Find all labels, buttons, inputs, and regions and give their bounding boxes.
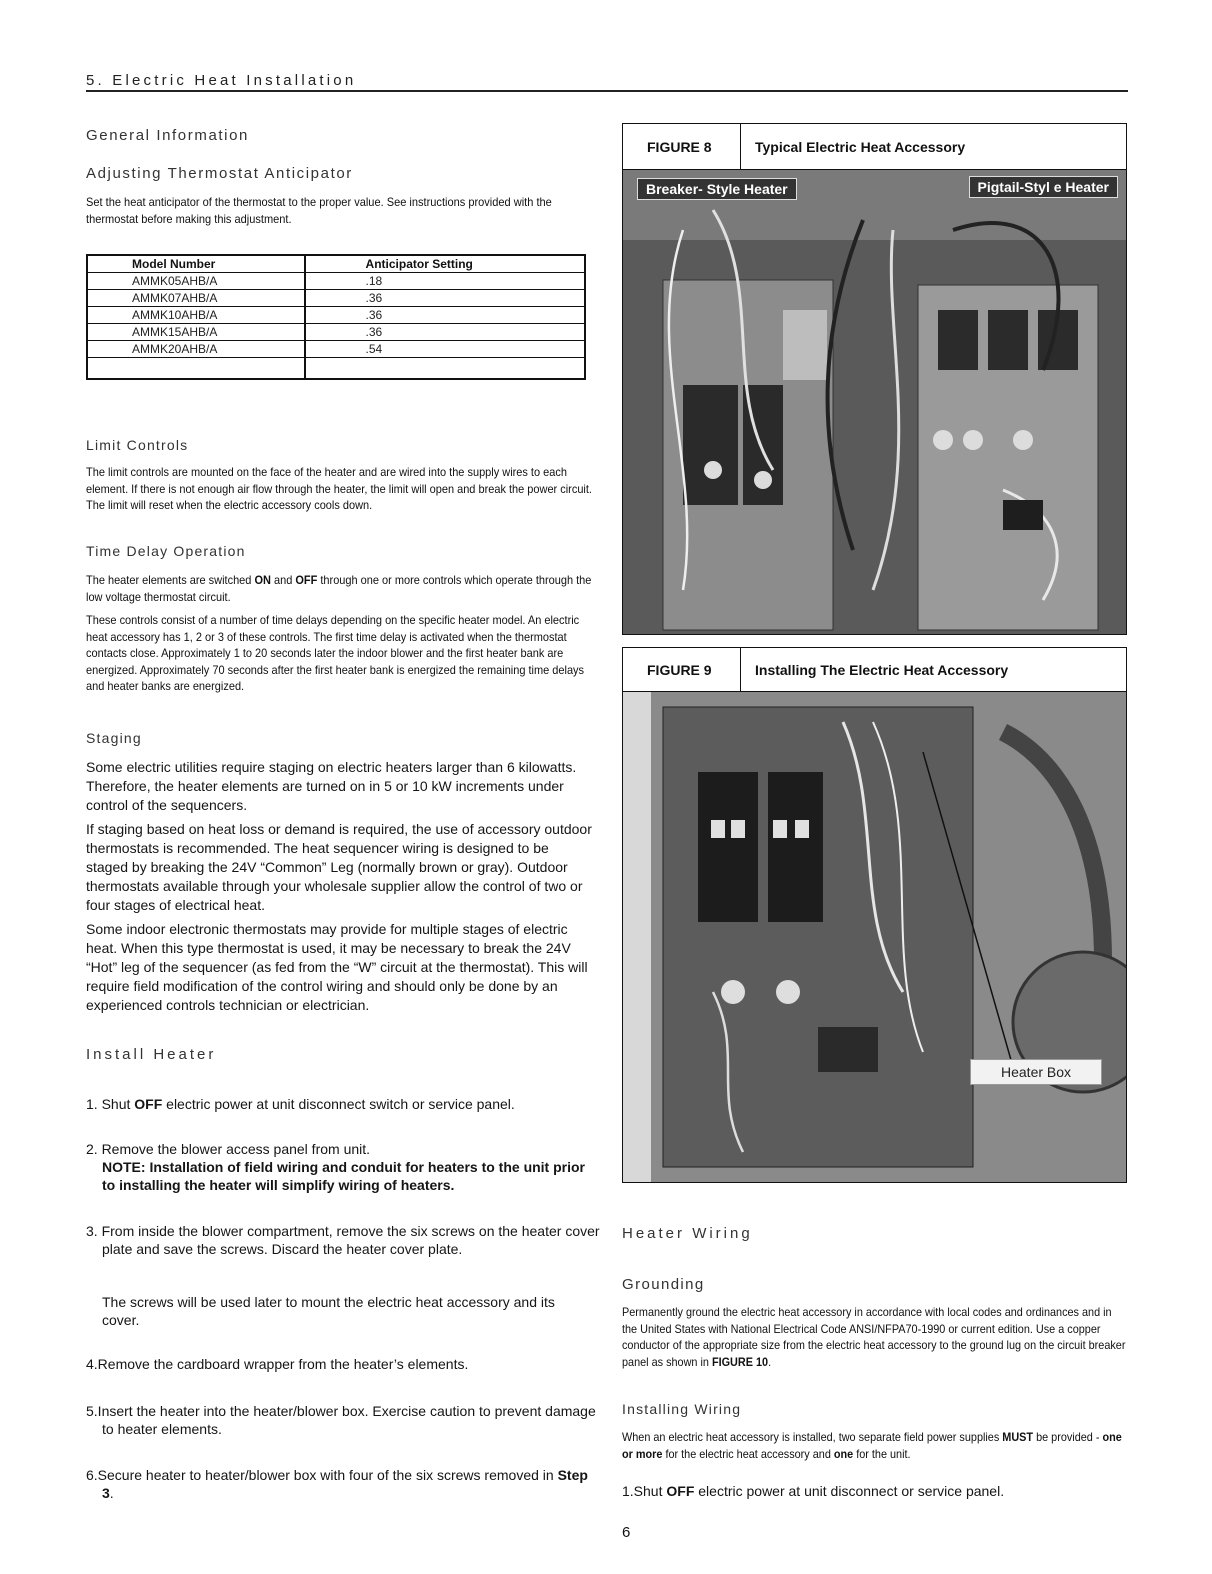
table-row [87, 273, 585, 290]
install-step-2: 2. Remove the blower access panel from unit. [86, 1141, 371, 1157]
time-delay-text-1: The heater elements are switched ON and OFF through one or more controls which operate through the low voltage thermostat circuit. [86, 573, 592, 604]
general-information-heading: General Information [86, 127, 249, 144]
grounding-text: Permanently ground the electric heat accessory in accordance with local codes and ordinances and in the United States with National Electrical Code ANSI/NFPA70-1990 or current edition. Use a copper conductor of the appropriate size from the electric heat accessory to the ground lug on the circuit breaker panel as shown in FIGURE 10. [622, 1305, 1126, 1369]
install-step-2-note: NOTE: Installation of field wiring and conduit for heaters to the unit prior to installing the heater will simplify wiring of heaters. [102, 1159, 585, 1193]
table-cell: AMMK07AHB/A [87, 290, 305, 307]
installing-wiring-text: When an electric heat accessory is installed, two separate field power supplies MUST be provided - one or more for the electric heat accessory and one for the unit. [622, 1430, 1122, 1461]
anticipator-table [86, 254, 586, 380]
table-header-cell: Model Number [87, 255, 305, 273]
table-cell: AMMK05AHB/A [87, 273, 305, 290]
limit-controls-heading: Limit Controls [86, 437, 189, 453]
installing-wiring-heading: Installing Wiring [622, 1401, 742, 1417]
figure-9-photo [622, 691, 1127, 1183]
install-step-6: 6.Secure heater to heater/blower box with four of the six screws removed in Step 3. [86, 1467, 588, 1501]
figure-9-header [622, 647, 1127, 693]
install-heater-heading: Install Heater [86, 1046, 217, 1063]
install-step-4: 4.Remove the cardboard wrapper from the heater’s elements. [86, 1356, 469, 1372]
time-delay-text-2: These controls consist of a number of time delays depending on the specific heater model. An electric heat accessory has 1, 2 or 3 of these controls. The first time delay is activated when the thermostat contacts close. Approximately 1 to 20 seconds later the indoor blower and the first heater bank are energized. Approximately 70 seconds after the first heater bank is energized the remaining time delays and heater banks are energized. [86, 613, 585, 693]
heater-accessory-photo [623, 170, 1126, 634]
adjusting-text: Set the heat anticipator of the thermostat to the proper value. See instructions provided with the thermostat before making this adjustment. [86, 195, 552, 226]
install-step-3-note: The screws will be used later to mount the electric heat accessory and its cover. [102, 1294, 555, 1328]
table-cell: .54 [305, 341, 585, 358]
breaker-style-label: Breaker- Style Heater [637, 178, 797, 200]
limit-controls-text: The limit controls are mounted on the face of the heater and are wired into the supply wires to each element. If there is not enough air flow through the heater, the limit will open and break the power circuit. The limit will reset when the electric accessory cools down. [86, 465, 592, 512]
table-cell: .36 [305, 290, 585, 307]
figure-9-number: FIGURE 9 [623, 648, 741, 692]
table-header-row [87, 255, 585, 273]
header-rule [86, 90, 1128, 92]
section-title: 5. Electric Heat Installation [86, 72, 357, 89]
staging-heading: Staging [86, 730, 142, 746]
table-row [87, 307, 585, 324]
figure-9-caption: Installing The Electric Heat Accessory [755, 662, 1009, 678]
time-delay-heading: Time Delay Operation [86, 543, 246, 559]
figure-8-caption: Typical Electric Heat Accessory [755, 139, 966, 155]
install-step-5: 5.Insert the heater into the heater/blower box. Exercise caution to prevent damage to heater elements. [86, 1403, 596, 1437]
table-cell: .18 [305, 273, 585, 290]
install-step-3: 3. From inside the blower compartment, remove the six screws on the heater cover plate and save the screws. Discard the heater cover plate. [86, 1223, 600, 1257]
grounding-heading: Grounding [622, 1276, 705, 1293]
staging-text-2: If staging based on heat loss or demand is required, the use of accessory outdoor thermostats is recommended. The heat sequencer wiring is designed to be staged by breaking the 24V “Common” Leg (normally brown or gray). Outdoor thermostats available through your wholesale supplier allow the control of two or four stages of electrical heat. [86, 821, 592, 913]
install-step-1: 1. Shut OFF electric power at unit disconnect switch or service panel. [86, 1096, 515, 1112]
heater-wiring-heading: Heater Wiring [622, 1225, 753, 1242]
wiring-step-1: 1.Shut OFF electric power at unit disconnect or service panel. [622, 1483, 1005, 1499]
table-cell [305, 358, 585, 380]
staging-text-3: Some indoor electronic thermostats may provide for multiple stages of electric heat. When this type thermostat is used, it may be necessary to break the 24V “Hot” leg of the sequencer (as fed from the “W” circuit at the thermostat). This will require field modification of the control wiring and should only be done by an experienced controls technician or electrician. [86, 921, 588, 1013]
table-cell: AMMK20AHB/A [87, 341, 305, 358]
heater-box-callout: Heater Box [970, 1059, 1102, 1085]
installation-photo [623, 692, 1126, 1182]
table-cell: .36 [305, 324, 585, 341]
pigtail-style-label: Pigtail-Styl e Heater [969, 176, 1119, 198]
figure-8-number: FIGURE 8 [623, 124, 741, 170]
table-cell: AMMK15AHB/A [87, 324, 305, 341]
table-row [87, 290, 585, 307]
staging-text-1: Some electric utilities require staging on electric heaters larger than 6 kilowatts. Therefore, the heater elements are turned on in 5 or 10 kW increments under control of the sequencers. [86, 759, 577, 813]
page-number: 6 [622, 1524, 631, 1541]
figure-8-header [622, 123, 1127, 171]
table-row [87, 341, 585, 358]
table-cell [87, 358, 305, 380]
table-cell: AMMK10AHB/A [87, 307, 305, 324]
table-header-cell: Anticipator Setting [305, 255, 585, 273]
table-row [87, 358, 585, 380]
figure-8-photo [622, 169, 1127, 635]
table-row [87, 324, 585, 341]
table-cell: .36 [305, 307, 585, 324]
adjusting-heading: Adjusting Thermostat Anticipator [86, 165, 353, 182]
